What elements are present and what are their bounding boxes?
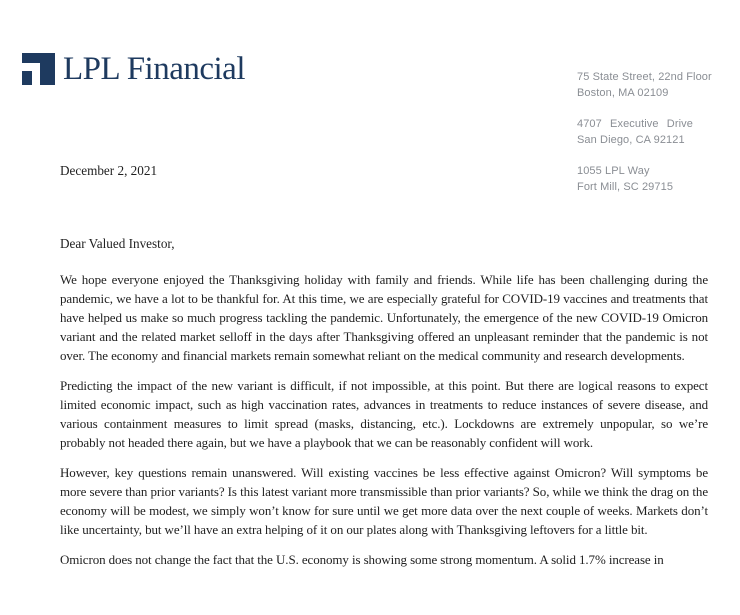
lpl-logo-icon [22,53,55,85]
address-line: 4707 Executive Drive [577,118,693,130]
paragraph-4-clipped: Omicron does not change the fact that the U.S. economy is showing some strong momentum. A solid 1.7% increase in [60,552,664,567]
letter-date: December 2, 2021 [60,163,158,178]
address-line: Boston, MA 02109 [577,87,669,99]
address-line: 1055 LPL Way [577,165,650,177]
address-san-diego [577,116,708,148]
brand-wordmark: LPL Financial [63,51,245,87]
letter-salutation: Dear Valued Investor, [60,236,175,251]
address-fort-mill [577,163,708,195]
paragraph-1: We hope everyone enjoyed the Thanksgiving holiday with family and friends. While life has been challenging during the pandemic, we have a lot to be thankful for. At this time, we are especially grateful for COVID-19 vaccines and treatments that have helped us make so much progress tackling the pandemic. Unfortunately, the emergence of the new COVID-19 Omicron variant and the related market selloff in the days after Thanksgiving offered an unpleasant reminder that the pandemic is not over. The economy and financial markets remain somewhat reliant on the medical community and research developments. [60,272,708,363]
paragraph-2: Predicting the impact of the new variant is difficult, if not impossible, at this point. But there are logical reasons to expect limited economic impact, such as high vaccination rates, advances in treatments to reduce instances of severe disease, and various containment measures to limit spread (masks, distancing, etc.). Lockdowns are extremely unpopular, so we’re probably not headed there again, but we have a playbook that we can be reasonably confident will work. [60,378,708,450]
address-line: 75 State Street, 22nd Floor [577,71,712,83]
address-boston [577,69,712,101]
paragraph-3: However, key questions remain unanswered. Will existing vaccines be less effective against Omicron? Will symptoms be more severe than prior variants? Is this latest variant more transmissible than prior variants? So, while we think the drag on the economy will be modest, we simply won’t know for sure until we get more data over the next couple of weeks. Markets don’t like uncertainty, but we’ll have an extra helping of it on our plates along with Thanksgiving leftovers for a little bit. [60,465,708,537]
letter-body [60,270,708,580]
letterhead-addresses [577,69,712,210]
address-line: San Diego, CA 92121 [577,134,685,146]
letterhead-logo [22,53,245,85]
address-line: Fort Mill, SC 29715 [577,181,674,193]
